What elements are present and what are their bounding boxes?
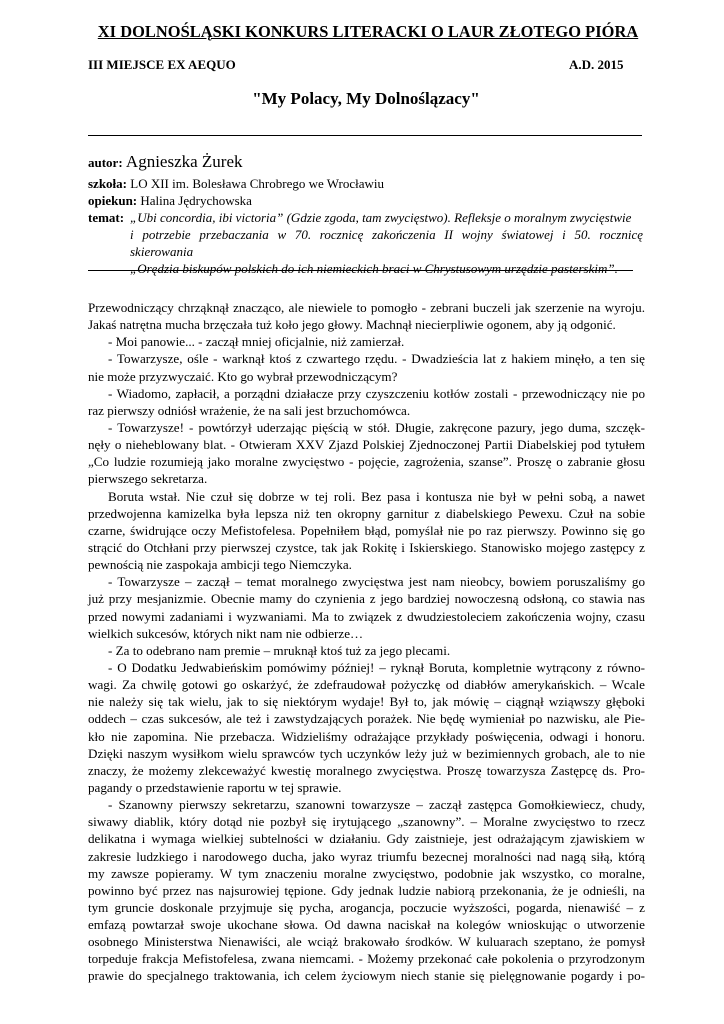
text-line: strącić do Otchłani przy pierwszej czystce, tak jak Rokitę i Iskierskiego. Stanowisko mojego zastępcy z <box>88 539 645 555</box>
text-line: wagi. Za chwilę gotowi go oskarżyć, że zdefraudował pożyczkę od diabłów amerykańskich. – Wcale <box>88 677 645 693</box>
text-line: - O Dodatku Jedwabieńskim pomówimy później! – ryknął Boruta, kompletnie wytrącony z równo- <box>108 659 645 675</box>
text-line: delikatna i wymaga wielkiej subtelności w działaniu. Gdy zaistnieje, jest odrażającym zjawiskiem w <box>88 831 645 847</box>
text-line: pagandy o przedstawienie raportu w tej sprawie. <box>88 779 342 795</box>
topic-line: i potrzebie przebaczania w 70. rocznicę zakończenia II wojny światowej i 50. rocznicę skierowania <box>130 227 643 259</box>
tutor-label: opiekun: <box>88 193 138 208</box>
author-name: Agnieszka Żurek <box>125 152 243 171</box>
text-line: Jakaś natrętna mucha brzęczała tuż koło jego głowy. Machnął niecierpliwie ogonem, aby ją odgonić. <box>88 317 616 333</box>
text-line: siwawy diablik, który dotąd nie pozbył się irytującego „szanowny”. – Moralne zwycięstwo to rzecz <box>88 814 645 830</box>
school-line <box>88 175 384 192</box>
text-line: Przewodniczący chrząknął znacząco, ale niewiele to pomogło - zebrani buczeli jak szerzenie na wyroju. <box>88 300 645 315</box>
text-line: oddech – czas sukcesów, ale też i zawstydzających porażek. Nie będę wymieniał po nazwisku, ale Pie- <box>88 711 645 727</box>
text-line: Dzięki naszym wysiłkom wielu sprawców tych uczynków leży już w bezimiennych grobach, ale to nie <box>88 745 645 761</box>
topic-line: „Ubi concordia, ibi victoria” (Gdzie zgoda, tam zwycięstwo). Refleksje o moralnym zwycięstwie <box>130 210 632 225</box>
text-line: my zawsze popieramy. W tym znaczeniu moralne zwycięstwo, podobnie jak wszystko, co moralne, <box>88 865 645 881</box>
text-line: już przy mesjanizmie. Obecnie mamy do czynienia z jego bardziej nowoczesną odsłoną, co stawia nas <box>88 591 645 607</box>
text-line: torpeduje frakcja Mefistofelesa, zwana niemcami. - Możemy przekonać całe pokolenia o przyrodzonym <box>88 951 645 967</box>
separator-line-top <box>88 135 642 136</box>
tutor-line <box>88 192 252 209</box>
text-line: nie może przyzwyczaić. Kto go wybrał przewodniczącym? <box>88 368 398 384</box>
text-line: zakresie ludzkiego i narodowego ducha, jako wyraz triumfu bezecnej moralności nad nagą siłą, którą <box>88 848 645 864</box>
text-line: pewnością nie zaspokaja ambicji tego Niemczyka. <box>88 557 352 573</box>
text-line: - Towarzysze, ośle - warknął ktoś z czwartego rzędu. - Dwadzieścia lat z hakiem minęło, a ten się <box>108 351 645 367</box>
award-place: III MIEJSCE EX AEQUO <box>88 57 236 72</box>
text-line: Boruta wstał. Nie czuł się dobrze w tej roli. Bez pasa i kontusza nie był w pełni sobą, a nawet <box>108 488 645 504</box>
text-line: - Szanowny pierwszy sekretarzu, szanowni towarzysze – zaczął zastępca Gomołkiewiecz, chudy, <box>108 797 645 813</box>
text-line: - Wiadomo, zapłacił, a porządni działacze przy czyszczeniu kotłów zostali - przewodniczący nie po <box>108 385 645 401</box>
text-line: powinno być przez nas najsurowiej tępione. Gdy jednak ludzie nabiorą przekonania, że je odnieśli, na <box>88 882 645 898</box>
text-line: prawie do specjalnego traktowania, ich celem życiowym niech stanie się pielęgnowanie pogardy i po- <box>88 968 645 984</box>
text-line: osobnego Ministerstwa Nienawiści, ale wciąż brakowało środków. W kuluarach szeptano, że pomysł <box>88 934 645 950</box>
tutor-name: Halina Jędrychowska <box>140 193 252 208</box>
text-line: - Za to odebrano nam premie – mruknął ktoś tuż za jego plecami. <box>108 642 451 658</box>
author-line <box>88 153 243 171</box>
text-line: nie należy się tak wielu, jak to się niektórym wydaje! Był to, jak mówię – ciągnął wziąwszy głęboki <box>88 694 645 710</box>
text-line: - Moi panowie... - zaczął mniej oficjalnie, niż zamierzał. <box>108 334 405 350</box>
text-line: emfazą powtarzał swoje ukochane słowa. Od dawna naciskał na kolegów wnioskując o utworzenie <box>88 917 645 933</box>
text-line: czarne, świdrujące oczy Mefistofelesa. Popełniłem błąd, pomyślał nie po raz pierwszy. Powinno się go <box>88 522 645 538</box>
text-line: znaczy, że możemy zlekceważyć kwestię moralnego zwycięstwa. Proszę towarzysza Zastępcę ds. Pro- <box>88 762 645 778</box>
separator-line-bottom <box>88 270 633 271</box>
text-line: wielkich sukcesów, których nikt nam nie odbierze… <box>88 625 364 641</box>
text-line: tym gruncie doskonale przyjmuje się pycha, arogancja, poczucie wyższości, pogarda, nienawiść – z <box>88 899 645 915</box>
text-line: - Towarzysze! - powtórzył uderzając pięścią w stół. Długie, zakręcone pazury, jego duma, szczęk- <box>108 419 645 435</box>
text-line: nęły o nieheblowany blat. - Otwieram XXV Zjazd Polskiej Zjednoczonej Partii Diabelskiej pod tytułem <box>88 437 645 453</box>
author-label: autor: <box>88 155 123 170</box>
text-line: - Towarzysze – zaczął – temat moralnego zwycięstwa jest nam nieobcy, bowiem poruszaliśmy go <box>108 574 645 590</box>
text-line: kło nie zapomina. Nie przebacza. Widzieliśmy odrażające przykłady poświęcenia, odwagi i honoru. <box>88 728 645 744</box>
topic-label: temat: <box>88 210 125 225</box>
text-line: przedwojenna kamizelka była lepsza niż ten okropny garnitur z diabelskiego Pewexu. Czuł na sobie <box>88 505 645 521</box>
text-line: przed nowymi zadaniami i wyzwaniami. Ma to związek z dwudziestoleciem zakończenia wojny, czasu <box>88 608 645 624</box>
story-body <box>88 299 645 985</box>
school-name: LO XII im. Bolesława Chrobrego we Wrocławiu <box>130 176 385 191</box>
topic-line: „Orędzia biskupów polskich do ich niemieckich braci w Chrystusowym urzędzie pasterskim”. <box>130 261 618 276</box>
text-line: pierwszego sekretarza. <box>88 471 208 487</box>
text-line: „Co ludzie rozumieją jako moralne zwycięstwo - pojęcie, zagrożenia, szanse”. Proszę o zabranie głosu <box>88 454 645 470</box>
contest-motto: "My Polacy, My Dolnoślązacy" <box>252 89 480 108</box>
contest-title: XI DOLNOŚLĄSKI KONKURS LITERACKI O LAUR ZŁOTEGO PIÓRA <box>97 22 639 41</box>
topic-text <box>130 209 643 277</box>
text-line: raz pierwszy odniósł wrażenie, że na sali jest brzuchomówca. <box>88 402 411 418</box>
school-label: szkoła: <box>88 176 127 191</box>
award-year: A.D. 2015 <box>569 57 624 72</box>
topic-block <box>88 209 643 277</box>
